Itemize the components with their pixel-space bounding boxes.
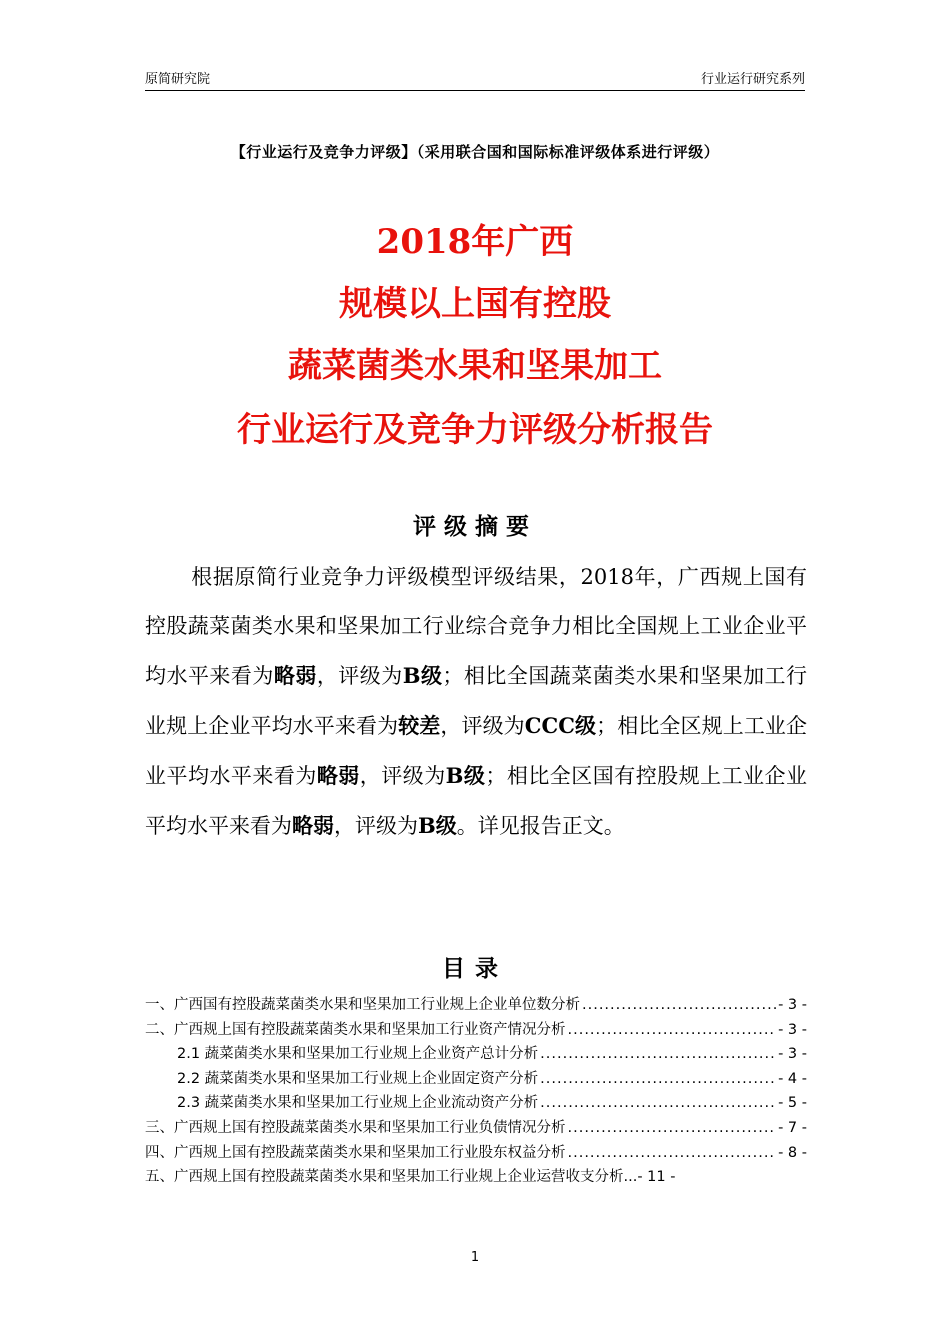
abstract-emphasis: B级 <box>418 813 457 838</box>
toc-entry[interactable] <box>145 1067 807 1092</box>
header-left: 原简研究院 <box>145 72 211 87</box>
page-number: 1 <box>470 1250 480 1265</box>
toc-entry[interactable] <box>145 1018 807 1043</box>
header-divider <box>145 90 805 91</box>
toc-entry-page: - 3 - <box>778 1046 807 1063</box>
toc-leader <box>540 1067 776 1092</box>
toc-leader: ... <box>623 1169 638 1186</box>
abstract-paragraph <box>145 553 807 851</box>
title-line-4: 行业运行及竞争力评级分析报告 <box>237 410 713 450</box>
toc-leader <box>582 993 776 1018</box>
toc-entry-text: 2.1 蔬菜菌类水果和坚果加工行业规上企业资产总计分析 <box>177 1046 539 1063</box>
toc-entry[interactable] <box>145 1116 807 1141</box>
abstract-text: ；相比全区规上工业企业平均水平来看为 <box>145 714 808 788</box>
toc-leader <box>568 1116 777 1141</box>
toc-heading: 目录 <box>442 956 508 982</box>
abstract-text: ；相比全国蔬菜菌类水果和坚果加工行业规上企业平均水平来看为 <box>145 664 808 738</box>
toc-entry-page: - 11 - <box>637 1169 676 1186</box>
abstract-text: 。详见报告正文。 <box>456 814 625 838</box>
toc-entry-text: 2.3 蔬菜菌类水果和坚果加工行业规上企业流动资产分析 <box>177 1095 539 1112</box>
abstract-emphasis: B级 <box>402 663 443 688</box>
toc-entry[interactable] <box>145 993 807 1018</box>
toc-leader <box>568 1018 777 1043</box>
abstract-emphasis: 较差 <box>398 713 441 738</box>
abstract-text: ，评级为 <box>440 714 525 738</box>
toc-entry[interactable] <box>145 1165 807 1190</box>
toc-entry-text: 三、广西规上国有控股蔬菜菌类水果和坚果加工行业负债情况分析 <box>145 1119 566 1136</box>
toc-leader <box>540 1091 776 1116</box>
toc-entry-page: - 8 - <box>778 1144 807 1161</box>
abstract-text: ，评级为 <box>316 664 403 688</box>
toc-entry[interactable] <box>145 1141 807 1166</box>
toc-entry[interactable] <box>145 1042 807 1067</box>
abstract-emphasis: B级 <box>445 763 486 788</box>
title-line-1: 2018年广西 <box>376 222 574 262</box>
abstract-emphasis: 略弱 <box>273 663 317 688</box>
abstract-emphasis: 略弱 <box>316 763 360 788</box>
abstract-text: ，评级为 <box>334 814 418 838</box>
title-line-2: 规模以上国有控股 <box>339 284 611 324</box>
toc-entry-page: - 4 - <box>778 1070 807 1087</box>
abstract-heading: 评级摘要 <box>413 514 537 540</box>
toc-entry-text: 四、广西规上国有控股蔬菜菌类水果和坚果加工行业股东权益分析 <box>145 1144 566 1161</box>
toc-leader <box>568 1141 777 1166</box>
toc-entry-text: 五、广西规上国有控股蔬菜菌类水果和坚果加工行业规上企业运营收支分析 <box>145 1169 624 1186</box>
title-line-3: 蔬菜菌类水果和坚果加工 <box>288 346 662 386</box>
toc-entry-text: 2.2 蔬菜菌类水果和坚果加工行业规上企业固定资产分析 <box>177 1070 539 1087</box>
toc-entry[interactable] <box>145 1091 807 1116</box>
rating-line: 【行业运行及竞争力评级】（采用联合国和国际标准评级体系进行评级） <box>230 143 720 161</box>
table-of-contents <box>145 993 807 1190</box>
toc-leader <box>540 1042 776 1067</box>
abstract-text: ，评级为 <box>359 764 446 788</box>
abstract-emphasis: 略弱 <box>292 813 334 838</box>
abstract-emphasis: CCC级 <box>524 713 597 738</box>
abstract-text: 根据原简行业竞争力评级模型评级结果，2018年，广西规上国有控股蔬菜菌类水果和坚果加工行业综合竞争力相比全国规上工业企业平均水平来看为 <box>145 565 807 688</box>
header-right: 行业运行研究系列 <box>700 72 805 87</box>
toc-entry-page: - 3 - <box>778 1021 807 1038</box>
abstract-text: ；相比全区国有控股规上工业企业平均水平来看为 <box>145 764 808 838</box>
toc-entry-page: - 7 - <box>778 1119 807 1136</box>
toc-entry-page: - 3 - <box>778 997 807 1013</box>
toc-entry-page: - 5 - <box>778 1095 807 1112</box>
toc-entry-text: 二、广西规上国有控股蔬菜菌类水果和坚果加工行业资产情况分析 <box>145 1021 566 1038</box>
toc-entry-text: 一、广西国有控股蔬菜菌类水果和坚果加工行业规上企业单位数分析 <box>145 997 580 1013</box>
